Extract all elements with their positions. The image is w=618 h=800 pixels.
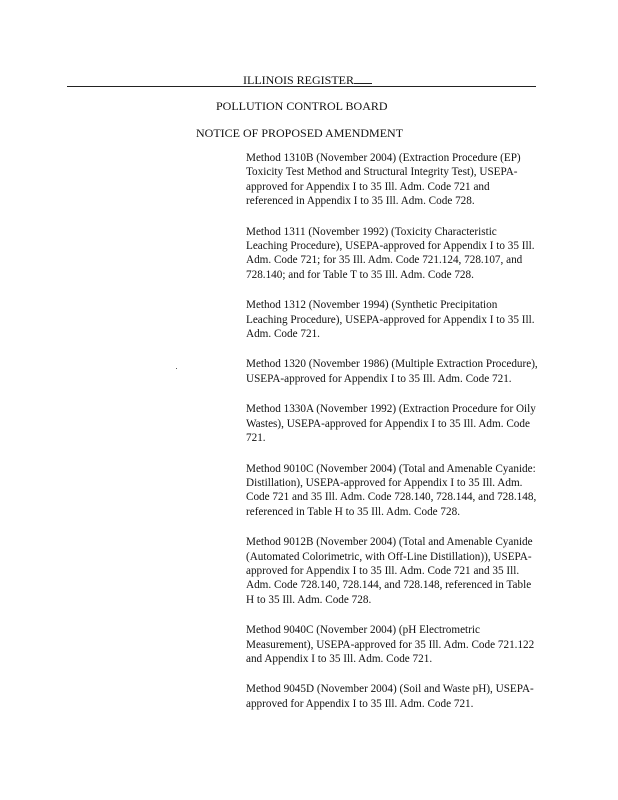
register-title: ILLINOIS REGISTER: [243, 73, 354, 87]
method-entry-1320: Method 1320 (November 1986) (Multiple Extraction Procedure), USEPA-approved for Appendix I to 35 Ill. Adm. Code 721.: [246, 358, 538, 385]
method-entry-9012b: Method 9012B (November 2004) (Total and Amenable Cyanide (Automated Colorimetric, with Off-Line Distillation)), USEPA-approved for Appendix I to 35 Ill. Adm. Code 721 and 35 Ill. Adm. Code 728.140, 728.144, and 728.148, referenced in Table H to 35 Ill. Adm. Code 728.: [246, 536, 533, 606]
header-rule: [67, 86, 536, 87]
notice-title: NOTICE OF PROPOSED AMENDMENT: [196, 126, 404, 140]
method-entry-1330a: Method 1330A (November 1992) (Extraction Procedure for Oily Wastes), USEPA-approved for Appendix I to 35 Ill. Adm. Code 721.: [246, 403, 536, 445]
method-list: [246, 151, 538, 727]
method-entry-1311: Method 1311 (November 1992) (Toxicity Characteristic Leaching Procedure), USEPA-approved for Appendix I to 35 Ill. Adm. Code 721; for 35 Ill. Adm. Code 721.124, 728.107, and 728.140; and for Table T to 35 Ill. Adm. Code 728.: [246, 225, 535, 281]
method-entry-1310b: Method 1310B (November 2004) (Extraction Procedure (EP) Toxicity Test Method and Structural Integrity Test), USEPA-approved for Appendix I to 35 Ill. Adm. Code 721 and referenced in Appendix I to 35 Ill. Adm. Code 728.: [246, 152, 521, 208]
method-entry-9045d: Method 9045D (November 2004) (Soil and Waste pH), USEPA-approved for Appendix I to 35 Ill. Adm. Code 721.: [246, 683, 534, 710]
method-entry-9010c: Method 9010C (November 2004) (Total and Amenable Cyanide: Distillation), USEPA-approved for Appendix I to 35 Ill. Adm. Code 721 and 35 Ill. Adm. Code 728.140, 728.144, and 728.148, referenced in Table H to 35 Ill. Adm. Code 728.: [246, 462, 537, 518]
scan-speck: [176, 368, 177, 369]
register-header: [243, 73, 372, 87]
method-entry-9040c: Method 9040C (November 2004) (pH Electrometric Measurement), USEPA-approved for 35 Ill. Adm. Code 721.122 and Appendix I to 35 Ill. Adm. Code 721.: [246, 624, 535, 665]
board-name: POLLUTION CONTROL BOARD: [216, 99, 388, 113]
method-entry-1312: Method 1312 (November 1994) (Synthetic Precipitation Leaching Procedure), USEPA-approved for Appendix I to 35 Ill. Adm. Code 721.: [246, 299, 535, 341]
register-underline: [354, 73, 372, 84]
